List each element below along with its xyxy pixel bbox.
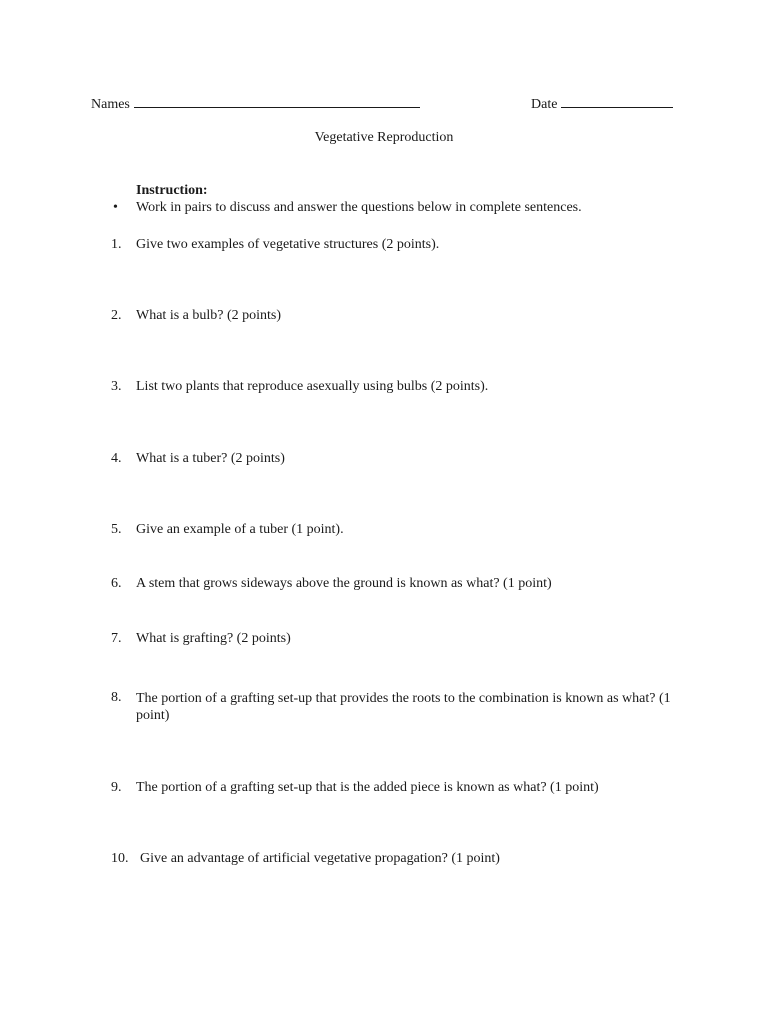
question-number: 10. <box>111 851 129 866</box>
question-number: 1. <box>111 237 122 252</box>
page-title: Vegetative Reproduction <box>314 130 454 145</box>
question-text: What is a tuber? (2 points) <box>136 451 285 466</box>
names-blank-line[interactable] <box>134 95 420 108</box>
instruction-text: Work in pairs to discuss and answer the questions below in complete sentences. <box>136 200 582 215</box>
question-text: The portion of a grafting set-up that provides the roots to the combination is known as what? (1 point) <box>136 691 671 723</box>
date-blank-line[interactable] <box>561 95 673 108</box>
date-field <box>531 95 673 113</box>
question-text: A stem that grows sideways above the ground is known as what? (1 point) <box>136 576 552 591</box>
question-number: 8. <box>111 690 122 705</box>
names-field <box>91 95 420 113</box>
question-number: 5. <box>111 522 122 537</box>
names-label: Names <box>91 97 130 112</box>
question-number: 6. <box>111 576 122 591</box>
question-number: 7. <box>111 631 122 646</box>
question-text: What is a bulb? (2 points) <box>136 308 282 323</box>
date-label: Date <box>531 97 558 112</box>
instruction-bullet: • <box>113 200 118 215</box>
question-text: Give an advantage of artificial vegetative propagation? (1 point) <box>140 851 500 866</box>
question-number: 4. <box>111 451 122 466</box>
instruction-heading: Instruction: <box>136 183 208 198</box>
question-text: Give an example of a tuber (1 point). <box>136 522 344 537</box>
question-number: 2. <box>111 308 122 323</box>
question-number: 9. <box>111 780 122 795</box>
question-text: The portion of a grafting set-up that is the added piece is known as what? (1 point) <box>136 780 599 795</box>
question-text: Give two examples of vegetative structures (2 points). <box>136 237 440 252</box>
question-text: What is grafting? (2 points) <box>136 631 291 646</box>
question-text: List two plants that reproduce asexually using bulbs (2 points). <box>136 379 489 394</box>
question-number: 3. <box>111 379 122 394</box>
